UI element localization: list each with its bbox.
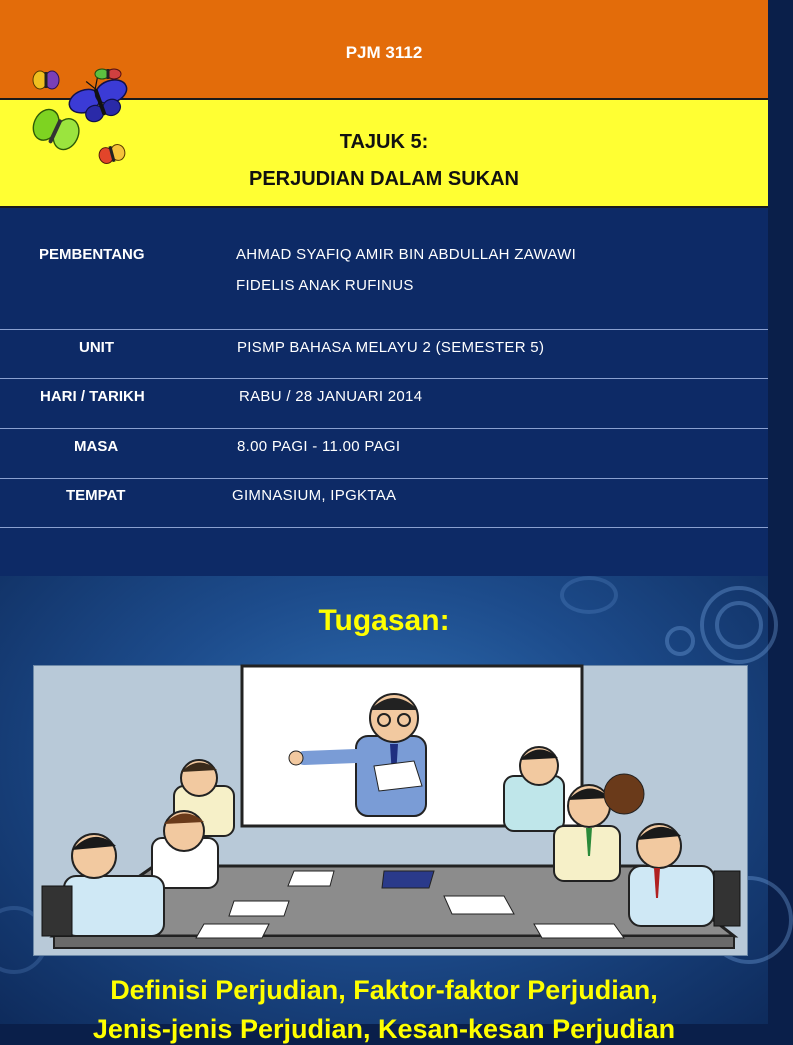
task-heading: Tugasan: <box>318 604 450 637</box>
row-hari-tarikh <box>0 379 768 429</box>
label-hari-tarikh: HARI / TARIKH <box>40 388 145 405</box>
value-masa: 8.00 PAGI - 11.00 PAGI <box>237 438 401 455</box>
topic-title: PERJUDIAN DALAM SUKAN <box>248 168 519 190</box>
meeting-icon <box>34 666 747 955</box>
meeting-illustration <box>33 665 748 956</box>
task-body-line2: Jenis-jenis Perjudian, Kesan-kesan Perjudian <box>92 1014 676 1044</box>
value-pembentang-2: FIDELIS ANAK RUFINUS <box>236 277 414 294</box>
value-unit: PISMP BAHASA MELAYU 2 (SEMESTER 5) <box>237 339 545 356</box>
row-tempat <box>0 479 768 528</box>
butterflies-icon <box>28 62 140 177</box>
value-pembentang-1: AHMAD SYAFIQ AMIR BIN ABDULLAH ZAWAWI <box>236 246 577 263</box>
task-slide <box>0 576 768 1044</box>
topic-number: TAJUK 5: <box>339 131 429 153</box>
info-table <box>0 208 768 576</box>
row-masa <box>0 429 768 479</box>
task-body-line1: Definisi Perjudian, Faktor-faktor Perjudian, <box>110 975 658 1005</box>
row-unit <box>0 330 768 379</box>
label-unit: UNIT <box>79 339 114 356</box>
row-pembentang <box>0 208 768 330</box>
label-pembentang: PEMBENTANG <box>39 246 145 263</box>
value-hari-tarikh: RABU / 28 JANUARI 2014 <box>239 388 423 405</box>
label-tempat: TEMPAT <box>66 487 126 504</box>
label-masa: MASA <box>74 438 119 455</box>
value-tempat: GIMNASIUM, IPGKTAA <box>232 487 397 504</box>
course-code: PJM 3112 <box>345 43 423 62</box>
